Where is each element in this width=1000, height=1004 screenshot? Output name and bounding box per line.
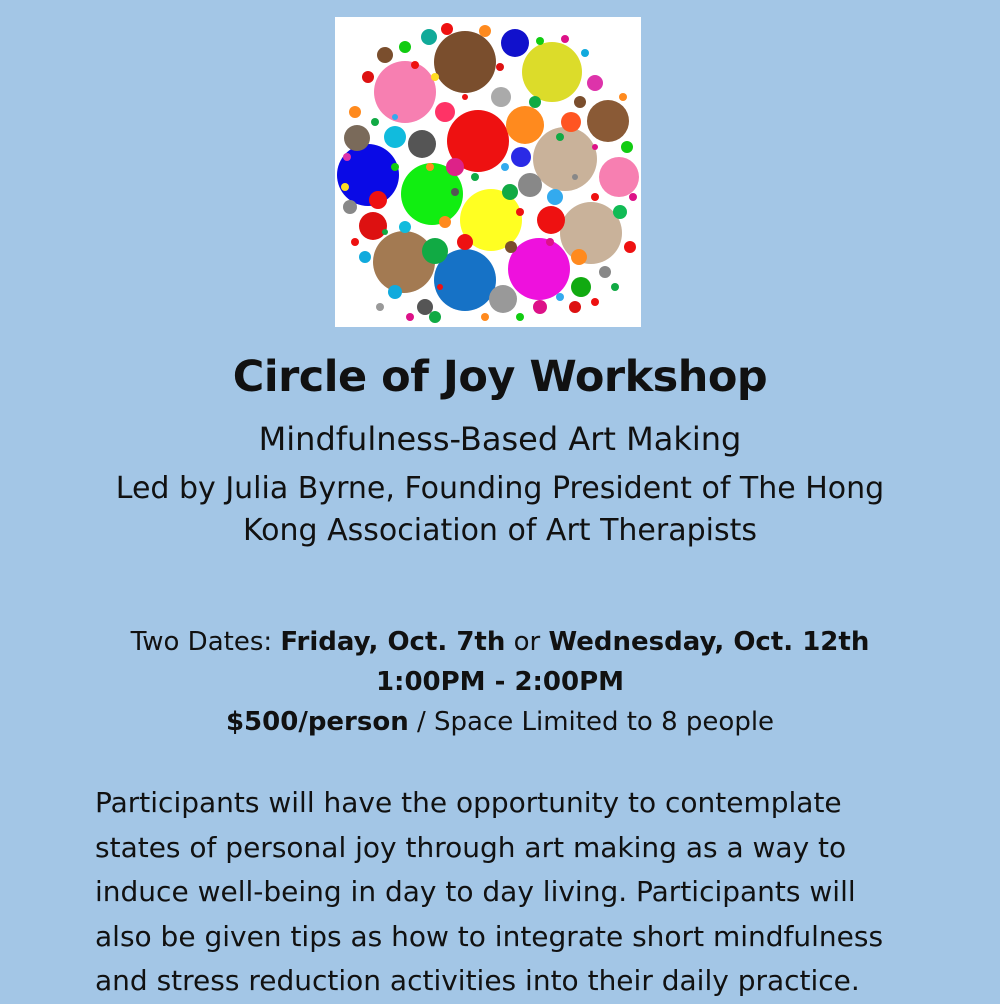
- leader-info: [90, 468, 910, 552]
- page-title: Circle of Joy Workshop: [232, 352, 768, 402]
- dates-line: [0, 622, 1000, 662]
- schedule-info: [0, 622, 1000, 742]
- page-subtitle: Mindfulness-Based Art Making: [258, 420, 742, 458]
- description: [95, 781, 905, 1004]
- description-line: Participants will have the opportunity to contemplate: [95, 786, 842, 819]
- description-line: also be given tips as how to integrate short mindfulness: [95, 919, 884, 953]
- workshop-time: 1:00PM - 2:00PM: [375, 667, 625, 697]
- price-line: [0, 702, 1000, 742]
- date-friday: Friday, Oct. 7th: [280, 627, 506, 657]
- date-wednesday: Wednesday, Oct. 12th: [548, 627, 870, 657]
- description-line: and stress reduction activities into their daily practice.: [95, 964, 860, 997]
- dates-prefix: Two Dates:: [130, 627, 281, 657]
- leader-line: Kong Association of Art Therapists: [243, 513, 757, 548]
- description-line: induce well-being in day to day living. Participants will: [95, 875, 856, 908]
- price: $500/person: [225, 707, 409, 737]
- description-line: states of personal joy through art making as a way to: [95, 830, 847, 864]
- time-line: [0, 662, 1000, 702]
- capacity: / Space Limited to 8 people: [408, 707, 775, 737]
- leader-line: Led by Julia Byrne, Founding President of The Hong: [115, 471, 885, 506]
- dates-or: or: [505, 627, 549, 657]
- colored-circles-icon: [335, 17, 641, 327]
- workshop-logo: [335, 17, 641, 327]
